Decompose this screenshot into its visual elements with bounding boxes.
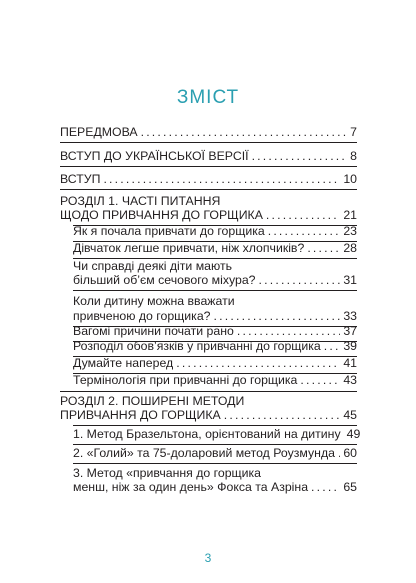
toc-entry-page: 49 <box>346 427 361 441</box>
toc-entry[interactable] <box>60 125 357 139</box>
dot-leader <box>252 149 348 163</box>
toc-entry-label: Думайте наперед <box>73 356 174 370</box>
dot-leader <box>141 125 348 139</box>
toc-entry-label: менш, ніж за один день» Фокса та Азріна <box>73 480 309 494</box>
toc-entry-label: привченою до горщика? <box>73 309 211 323</box>
toc-entry-page: 7 <box>350 125 357 139</box>
toc-entry-label: Розподіл обов’язків у привчанні до горщика <box>73 339 321 353</box>
toc-entry[interactable] <box>60 172 357 186</box>
toc-entry[interactable] <box>60 408 357 422</box>
dot-leader <box>300 373 340 387</box>
dot-leader <box>214 309 341 323</box>
dot-leader <box>237 324 340 338</box>
toc-entry[interactable] <box>73 224 357 238</box>
toc-entry-label: Термінологія при привчанні до горщика <box>73 373 298 387</box>
toc-entry[interactable] <box>60 149 357 163</box>
toc-entry-label-line1: Коли дитину можна вважати <box>73 294 235 308</box>
toc-entry-page: 45 <box>343 408 357 422</box>
dot-leader <box>266 208 340 222</box>
dot-leader <box>259 273 341 287</box>
toc-entry-label-line1: РОЗДІЛ 1. ЧАСТІ ПИТАННЯ <box>60 194 221 208</box>
dot-leader <box>311 480 340 494</box>
toc-entry[interactable] <box>73 241 357 255</box>
toc-entry-page: 28 <box>343 241 357 255</box>
toc-entry-label: Як я почала привчати до горщика <box>73 224 265 238</box>
toc-entry-label: ВСТУП ДО УКРАЇНСЬКОЇ ВЕРСІЇ <box>60 149 249 163</box>
toc-entry-label: ПРИВЧАННЯ ДО ГОРЩИКА <box>60 408 221 422</box>
dot-leader <box>324 339 341 353</box>
toc-entry-label: Дівчаток легше привчати, ніж хлопчиків? <box>73 241 305 255</box>
toc-entry[interactable] <box>73 339 357 353</box>
toc-entry[interactable] <box>73 273 357 287</box>
toc-entry-page: 21 <box>343 208 357 222</box>
toc-entry-label: більший об’єм сечового міхура? <box>73 273 256 287</box>
divider <box>60 189 357 190</box>
divider <box>60 391 357 392</box>
toc-entry-label: 2. «Голий» та 75-доларовий метод Роузмунда <box>73 446 335 460</box>
toc-entry-label: 1. Метод Бразельтона, орієнтований на дитину <box>73 427 341 441</box>
toc-entry-page: 60 <box>343 446 357 460</box>
dot-leader <box>176 356 340 370</box>
dot-leader <box>338 446 340 460</box>
divider <box>73 425 357 426</box>
toc-entry-page: 43 <box>343 373 357 387</box>
toc-entry-page: 65 <box>343 480 357 494</box>
toc-entry-page: 8 <box>350 149 357 163</box>
toc-entry-label: ВСТУП <box>60 172 101 186</box>
toc-entry-label: ЩОДО ПРИВЧАННЯ ДО ГОРЩИКА <box>60 208 263 222</box>
toc-entry-label: ПЕРЕДМОВА <box>60 125 138 139</box>
toc-entry-page: 31 <box>343 273 357 287</box>
toc-entry[interactable] <box>73 373 357 387</box>
toc-entry[interactable] <box>73 446 357 460</box>
page-number: 3 <box>204 551 212 565</box>
toc-entry-label-line1: РОЗДІЛ 2. ПОШИРЕНІ МЕТОДИ <box>60 394 245 408</box>
divider <box>73 463 357 464</box>
toc-entry-label-line1: Чи справді деякі діти мають <box>73 259 232 273</box>
toc-entry-page: 33 <box>343 309 357 323</box>
toc-title: ЗМІСТ <box>176 87 240 108</box>
toc-entry-page: 37 <box>343 324 357 338</box>
toc-entry[interactable] <box>73 309 357 323</box>
toc-entry[interactable] <box>73 324 357 338</box>
toc-entry[interactable] <box>73 480 357 494</box>
toc-entry-page: 39 <box>343 339 357 353</box>
toc-entry-page: 23 <box>343 224 357 238</box>
dot-leader <box>103 172 340 186</box>
divider <box>73 290 357 291</box>
toc-entry-page: 10 <box>343 172 357 186</box>
dot-leader <box>307 241 340 255</box>
divider <box>73 444 357 445</box>
divider <box>60 142 357 143</box>
toc-entry[interactable] <box>73 356 357 370</box>
divider <box>60 166 357 167</box>
toc-entry-page: 41 <box>343 356 357 370</box>
dot-leader <box>224 408 341 422</box>
dot-leader <box>268 224 341 238</box>
toc-entry-label-line1: 3. Метод «привчання до горщика <box>73 466 262 480</box>
toc-entry[interactable] <box>60 208 357 222</box>
toc-entry[interactable] <box>73 427 361 441</box>
toc-entry-label: Вагомі причини почати рано <box>73 324 234 338</box>
